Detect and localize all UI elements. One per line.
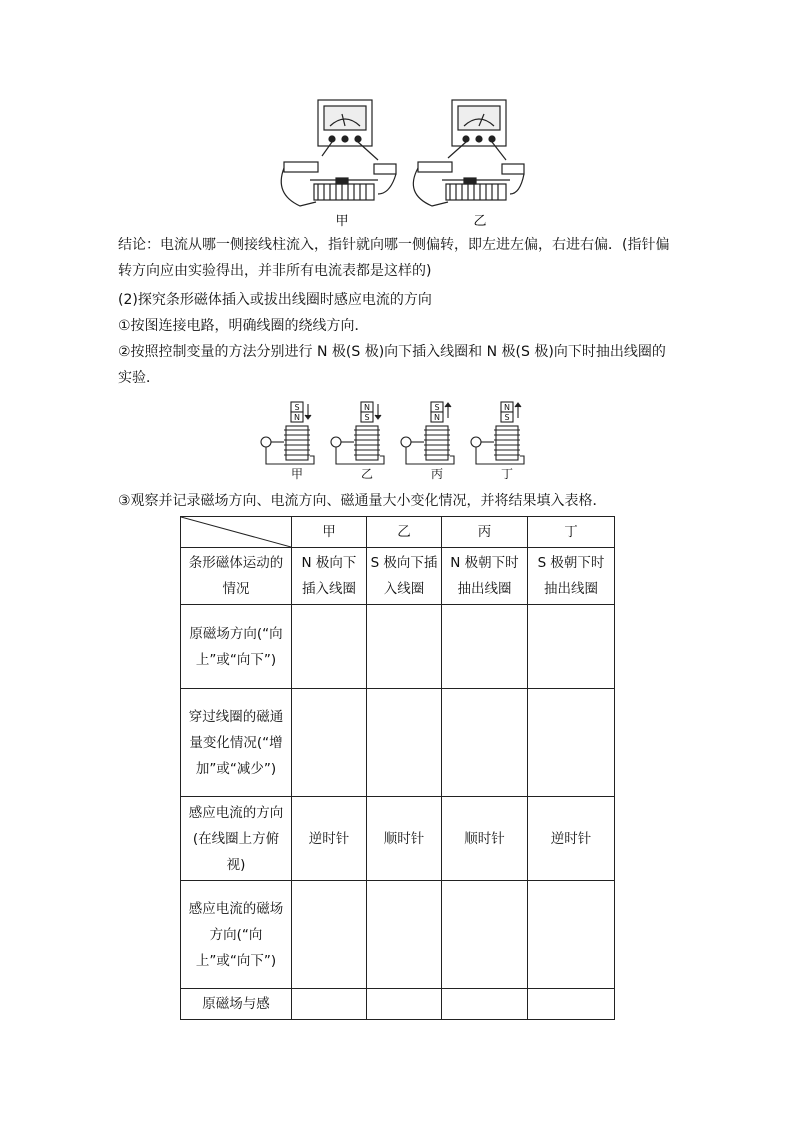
- magnet-pole-label: S: [504, 413, 510, 422]
- coil-setup: [331, 402, 384, 464]
- table-cell: [442, 989, 528, 1020]
- table-cell: S 极向下插入线圈: [367, 548, 442, 605]
- table-cell: [292, 689, 367, 797]
- table-cell: 逆时针: [528, 797, 615, 881]
- column-header-jia: 甲: [292, 517, 367, 548]
- step2-heading: (2)探究条形磁体插入或拔出线圈时感应电流的方向: [118, 292, 432, 308]
- table-cell: N 极朝下时抽出线圈: [442, 548, 528, 605]
- coil-setup: [261, 402, 314, 464]
- conclusion-text: 结论：电流从哪一侧接线柱流入，指针就向哪一侧偏转，即左进左偏，右进右偏．(指针偏转方向应由实验得出，并非所有电流表都是这样的): [118, 237, 670, 279]
- table-cell: [367, 605, 442, 689]
- column-header-yi: 乙: [367, 517, 442, 548]
- figure2-label: 丁: [500, 467, 514, 480]
- table-row: [181, 689, 615, 797]
- table-row: [181, 797, 615, 881]
- table-cell: [442, 605, 528, 689]
- figure1-label-yi: 乙: [473, 214, 487, 229]
- table-cell: N 极向下插入线圈: [292, 548, 367, 605]
- table-cell: 顺时针: [367, 797, 442, 881]
- row-label: 感应电流的方向(在线圈上方俯视): [181, 797, 292, 881]
- table-cell: [442, 689, 528, 797]
- table-row: [181, 989, 615, 1020]
- table-cell: [528, 881, 615, 989]
- setup-left: [281, 100, 396, 206]
- table-corner-cell: [181, 517, 292, 548]
- row-label: 原磁场方向(“向上”或“向下”): [181, 605, 292, 689]
- magnet-pole-label: S: [434, 403, 440, 412]
- magnet-pole-label: N: [294, 413, 300, 422]
- table-cell: [367, 689, 442, 797]
- column-header-bing: 丙: [442, 517, 528, 548]
- table-cell: [292, 881, 367, 989]
- table-cell: [367, 881, 442, 989]
- coil-setup: [401, 402, 454, 464]
- magnet-pole-label: N: [504, 403, 510, 412]
- figure2-label: 丙: [430, 467, 444, 480]
- step2-item3: ③观察并记录磁场方向、电流方向、磁通量大小变化情况，并将结果填入表格．: [118, 493, 607, 509]
- row-label: 感应电流的磁场方向(“向上”或“向下”): [181, 881, 292, 989]
- table-cell: [367, 989, 442, 1020]
- table-row: [181, 605, 615, 689]
- magnet-pole-label: N: [364, 403, 370, 412]
- row-label: 条形磁体运动的情况: [181, 548, 292, 605]
- magnet-pole-label: N: [434, 413, 440, 422]
- setup-right: [413, 100, 524, 206]
- table-cell: 顺时针: [442, 797, 528, 881]
- galvanometer-setup-figure: [270, 94, 530, 230]
- table-cell: [528, 989, 615, 1020]
- magnet-pole-label: S: [364, 413, 370, 422]
- table-cell: 逆时针: [292, 797, 367, 881]
- table-cell: [292, 605, 367, 689]
- magnet-coil-figure: [258, 398, 538, 480]
- figure2-label: 乙: [360, 467, 374, 480]
- table-cell: [442, 881, 528, 989]
- table-cell: [292, 989, 367, 1020]
- step2-item1: ①按图连接电路，明确线圈的绕线方向．: [118, 318, 369, 334]
- table-cell: [528, 605, 615, 689]
- figure1-label-jia: 甲: [335, 214, 349, 229]
- row-label: 原磁场与感: [181, 989, 292, 1020]
- figure2-label: 甲: [290, 467, 304, 480]
- step2-item2: ②按照控制变量的方法分别进行 N 极(S 极)向下插入线圈和 N 极(S 极)向下时抽出线圈的实验．: [118, 344, 666, 386]
- coil-setup: [471, 402, 524, 464]
- table-cell: [528, 689, 615, 797]
- column-header-ding: 丁: [528, 517, 615, 548]
- table-cell: S 极朝下时抽出线圈: [528, 548, 615, 605]
- magnet-pole-label: S: [294, 403, 300, 412]
- row-label: 穿过线圈的磁通量变化情况(“增加”或“减少”): [181, 689, 292, 797]
- table-row: [181, 881, 615, 989]
- table-row: [181, 548, 615, 605]
- results-table: [180, 516, 615, 1020]
